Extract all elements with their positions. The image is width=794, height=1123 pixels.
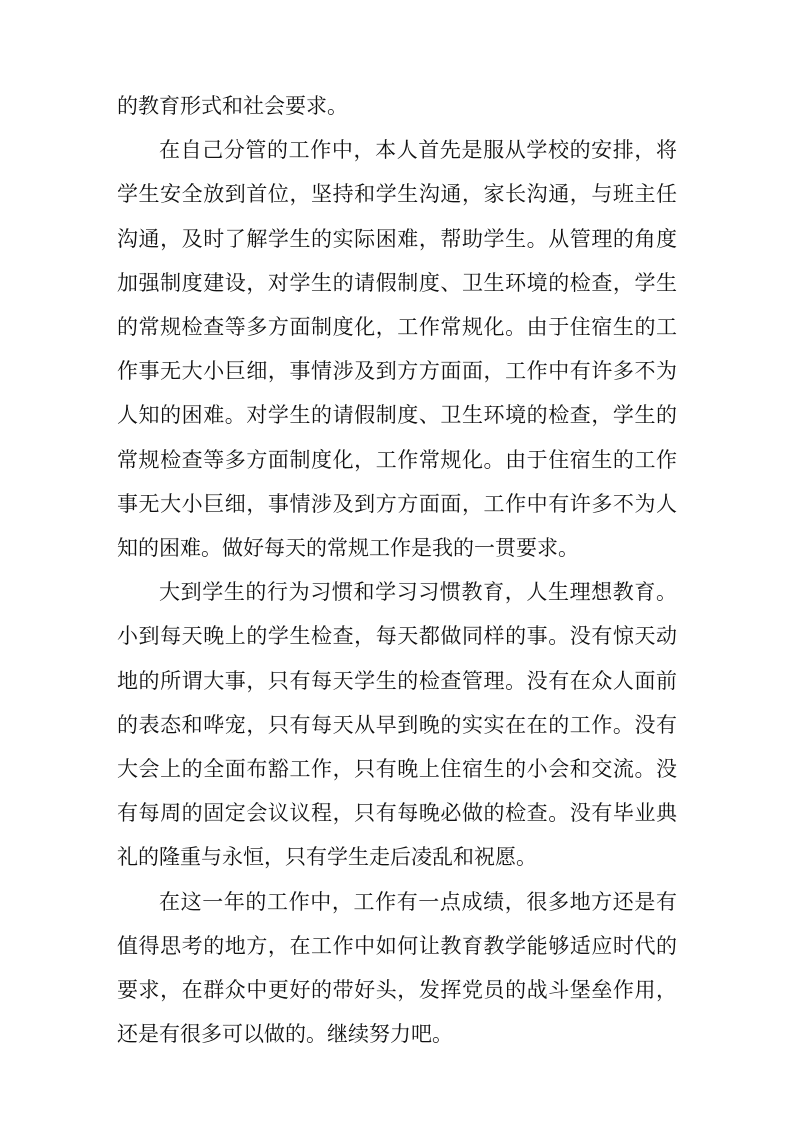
paragraph-4: 在这一年的工作中，工作有一点成绩，很多地方还是有值得思考的地方，在工作中如何让教育教学能够适应时代的要求，在群众中更好的带好头，发挥党员的战斗堡垒作用，还是有很多可以做的。继续努力吧。 xyxy=(117,889,677,1047)
paragraph-2: 在自己分管的工作中，本人首先是服从学校的安排，将学生安全放到首位，坚持和学生沟通，家长沟通，与班主任沟通，及时了解学生的实际困难，帮助学生。从管理的角度加强制度建设，对学生的请假制度、卫生环境的检查，学生的常规检查等多方面制度化，工作常规化。由于住宿生的工作事无大小巨细，事情涉及到方方面面，工作中有许多不为人知的困难。对学生的请假制度、卫生环境的检查，学生的常规检查等多方面制度化，工作常规化。由于住宿生的工作事无大小巨细，事情涉及到方方面面，工作中有许多不为人知的困难。做好每天的常规工作是我的一贯要求。 xyxy=(117,138,677,561)
paragraph-1: 的教育形式和社会要求。 xyxy=(117,94,348,118)
document-body xyxy=(117,84,677,1056)
paragraph-3: 大到学生的行为习惯和学习习惯教育，人生理想教育。小到每天晚上的学生检查，每天都做同样的事。没有惊天动地的所谓大事，只有每天学生的检查管理。没有在众人面前的表态和哗宠，只有每天从早到晚的实实在在的工作。没有大会上的全面布豁工作，只有晚上住宿生的小会和交流。没有每周的固定会议议程，只有每晚必做的检查。没有毕业典礼的隆重与永恒，只有学生走后凌乱和祝愿。 xyxy=(117,580,677,870)
